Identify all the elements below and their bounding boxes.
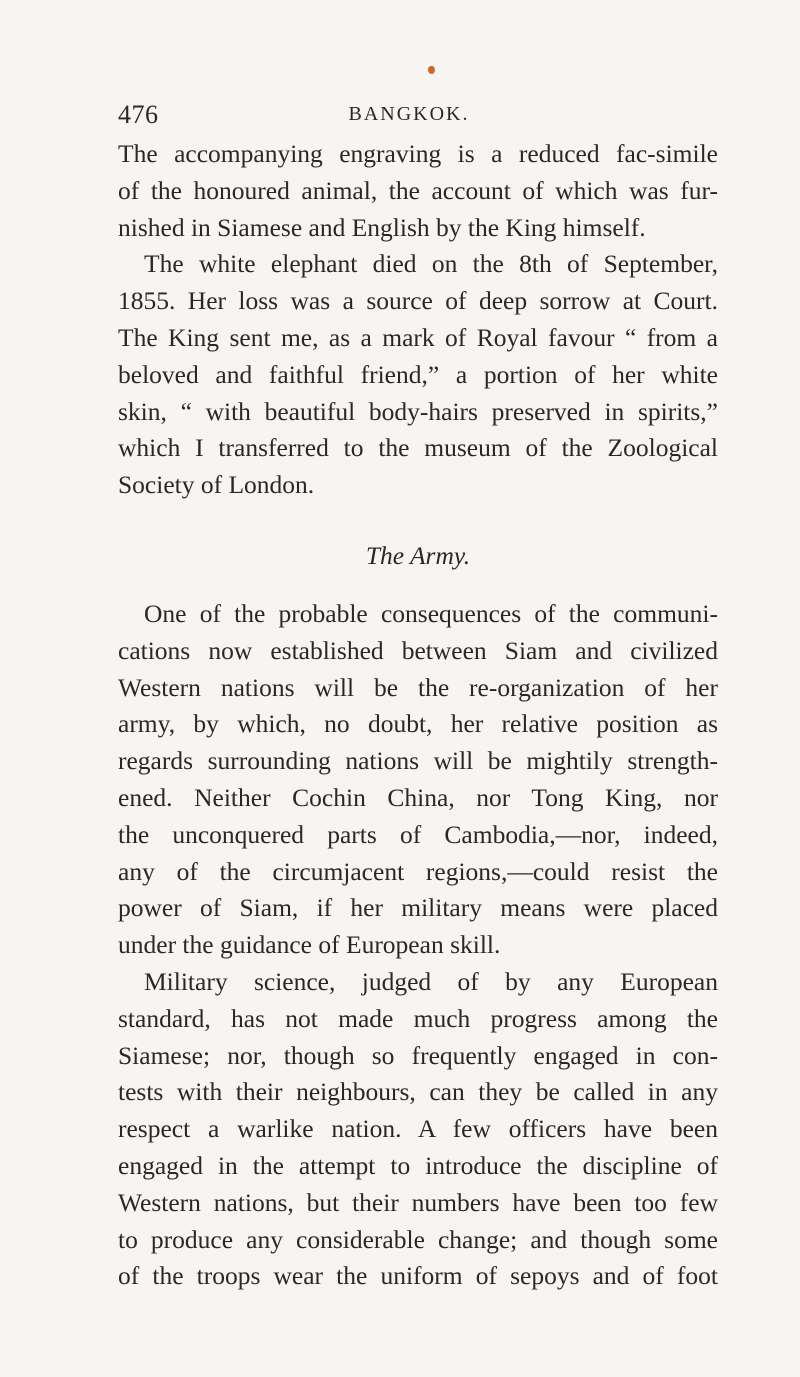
text-line: 1855. Her loss was a source of deep sorrow at Court. (118, 286, 718, 316)
text-line: Military science, judged of by any European (144, 966, 718, 996)
text-line: beloved and faithful friend,” a portion of her white (118, 359, 718, 389)
text-line: the unconquered parts of Cambodia,—nor, indeed, (118, 819, 718, 849)
text-line: to produce any considerable change; and though some (118, 1224, 718, 1254)
text-line: under the guidance of European skill. (118, 930, 501, 960)
page-header (118, 100, 700, 132)
text-line: which I transferred to the museum of the Zoological (118, 433, 718, 463)
text-line: power of Siam, if her military means were placed (118, 893, 718, 923)
text-line: One of the probable consequences of the communi- (144, 598, 718, 628)
section-heading: The Army. (365, 540, 471, 570)
text-line: The accompanying engraving is a reduced fac-simile (118, 139, 718, 168)
text-line: of the honoured animal, the account of which was fur- (118, 175, 718, 205)
text-line: regards surrounding nations will be mightily strength- (118, 746, 718, 776)
text-line: engaged in the attempt to introduce the discipline of (118, 1150, 718, 1180)
text-line: skin, “ with beautiful body-hairs preserved in spirits,” (118, 396, 718, 426)
running-head: BANGKOK. (348, 103, 470, 125)
body-text (118, 136, 718, 1295)
text-line: Western nations will be the re-organization of her (118, 672, 718, 702)
text-line: army, by which, no doubt, her relative position as (118, 709, 718, 739)
text-line: The King sent me, as a mark of Royal favour “ from a (118, 322, 718, 352)
ink-spot (427, 65, 436, 75)
text-line: Society of London. (118, 470, 315, 500)
text-line: cations now established between Siam and civilized (118, 635, 718, 665)
text-line: standard, has not made much progress among the (118, 1003, 718, 1033)
text-line: any of the circumjacent regions,—could resist the (118, 856, 718, 886)
text-line: Siamese; nor, though so frequently engaged in con- (118, 1040, 718, 1070)
text-line: nished in Siamese and English by the King himself. (118, 212, 646, 242)
text-line: The white elephant died on the 8th of September, (144, 249, 718, 279)
text-line: ened. Neither Cochin China, nor Tong King, nor (118, 782, 718, 812)
text-line: Western nations, but their numbers have been too few (118, 1187, 718, 1217)
text-line: respect a warlike nation. A few officers have been (118, 1114, 718, 1144)
text-line: of the troops wear the uniform of sepoys and of foot (118, 1261, 718, 1291)
page-number: 476 (118, 100, 159, 129)
text-line: tests with their neighbours, can they be called in any (118, 1077, 718, 1107)
